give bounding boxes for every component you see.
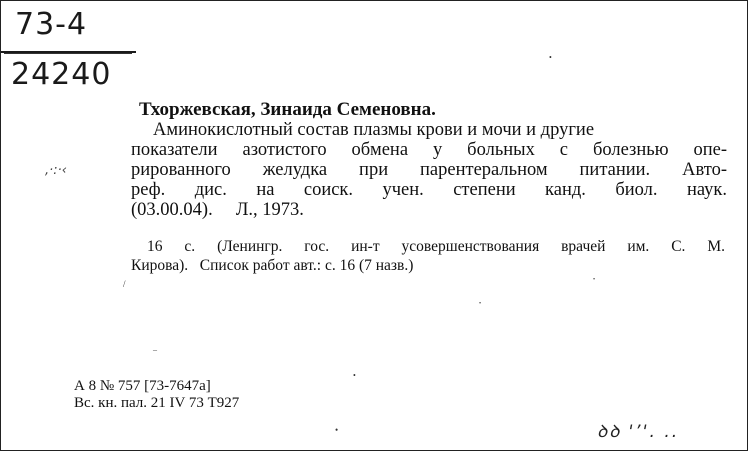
- handwritten-inventory-number: 24240: [11, 57, 112, 92]
- title-line: (03.00.04). Л., 1973.: [131, 200, 304, 220]
- handwritten-scribble: ꝺꝺ ꞌ՚ꞌ. ..: [597, 422, 680, 442]
- speck-mark: •: [549, 53, 552, 62]
- speck-mark: /: [123, 279, 126, 289]
- footer-line-book-chamber: Вс. кн. пал. 21 IV 73 Т927: [74, 395, 240, 411]
- speck-mark: –: [153, 345, 157, 354]
- speck-mark: •: [353, 371, 356, 380]
- speck-mark: •: [479, 301, 482, 307]
- author-name: Тхоржевская, Зинаида Семеновна.: [139, 99, 436, 120]
- card-footer: [74, 378, 239, 412]
- title-line: рированного желудка при парентеральном питании. Авто-: [131, 160, 727, 180]
- handwritten-call-number: 73-4: [15, 7, 88, 42]
- divider-line: [4, 53, 132, 54]
- physical-description: [131, 237, 725, 275]
- margin-handwriting-mark: ,·:·‹: [45, 163, 67, 178]
- title-line: показатели азотистого обмена у больных с болезнью опе-: [131, 140, 727, 160]
- description-line: 16 с. (Ленингр. гос. ин-т усовершенствования врачей им. С. М.: [147, 238, 725, 255]
- description-line: Кирова). Список работ авт.: с. 16 (7 назв.): [131, 257, 414, 274]
- speck-mark: •: [593, 277, 596, 283]
- footer-line-registration: А 8 № 757 [73-7647а]: [74, 378, 211, 394]
- speck-mark: •: [335, 425, 339, 435]
- title-line: реф. дис. на соиск. учен. степени канд. биол. наук.: [131, 180, 727, 200]
- title-line: Аминокислотный состав плазмы крови и мочи и другие: [153, 120, 595, 140]
- bibliographic-entry: [131, 100, 727, 220]
